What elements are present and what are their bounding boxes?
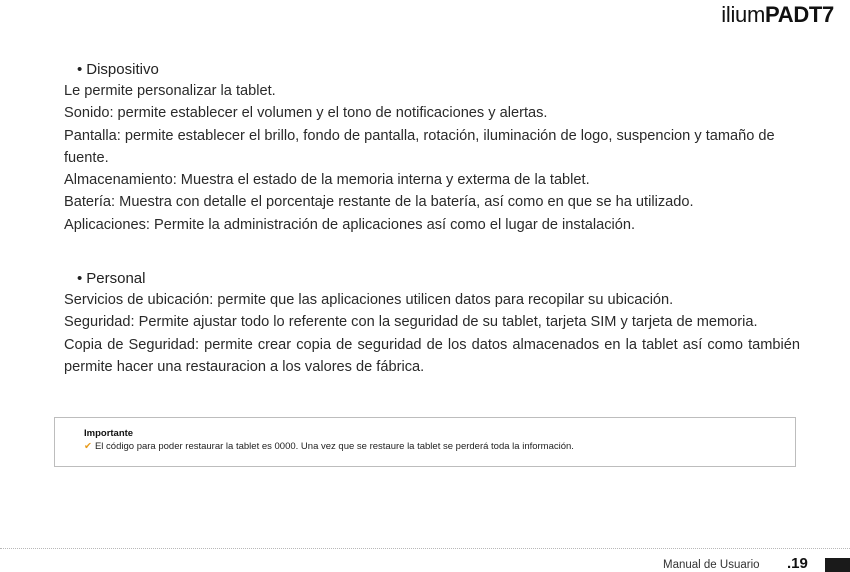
page-number: .19: [787, 555, 808, 572]
notice-title: Importante: [84, 428, 134, 439]
page-marker-block: [825, 558, 850, 572]
bullet-icon: •: [77, 270, 83, 287]
section-title: [77, 268, 800, 289]
paragraph-line: Batería: Muestra con detalle el porcentaje restante de la batería, así como en que se ha utilizado.: [64, 194, 694, 211]
section-personal: [64, 268, 800, 378]
paragraph-line: Almacenamiento: Muestra el estado de la memoria interna y exterma de la tablet.: [64, 172, 590, 189]
bullet-icon: •: [77, 61, 83, 78]
paragraph-line: Aplicaciones: Permite la administración de aplicaciones así como el lugar de instalación.: [64, 216, 636, 233]
paragraph-line: Le permite personalizar la tablet.: [64, 83, 276, 99]
footer-label: Manual de Usuario: [663, 559, 760, 571]
footer-divider: [0, 548, 850, 549]
paragraph-line: Sonido: permite establecer el volumen y el tono de notificaciones y alertas.: [64, 105, 548, 122]
section-title: [77, 59, 800, 80]
checkmark-icon: ✔: [84, 441, 92, 452]
section-dispositivo: [64, 59, 800, 236]
paragraph-line: Servicios de ubicación: permite que las aplicaciones utilicen datos para recopilar su ubicación.: [64, 292, 674, 308]
notice-line: [84, 441, 574, 452]
brand-logo-bold: PADT7: [765, 2, 834, 27]
brand-logo-light: ilium: [721, 2, 765, 27]
brand-logo: [721, 2, 834, 28]
section-title-text: Dispositivo: [86, 61, 159, 78]
paragraph-line: Copia de Seguridad: permite crear copia de seguridad de los datos almacenados en la tablet así como también permite hacer una restauracion a los valores de fábrica.: [64, 336, 800, 375]
important-notice-box: [54, 417, 796, 467]
notice-text: El código para poder restaurar la tablet es 0000. Una vez que se restaure la tablet se perderá toda la información.: [94, 441, 574, 452]
paragraph-line: Pantalla: permite establecer el brillo, fondo de pantalla, rotación, iluminación de logo, suspencion y tamaño de fuente.: [64, 127, 775, 166]
paragraph-line: Seguridad: Permite ajustar todo lo referente con la seguridad de su tablet, tarjeta SIM y tarjeta de memoria.: [64, 314, 758, 331]
section-title-text: Personal: [86, 270, 146, 287]
